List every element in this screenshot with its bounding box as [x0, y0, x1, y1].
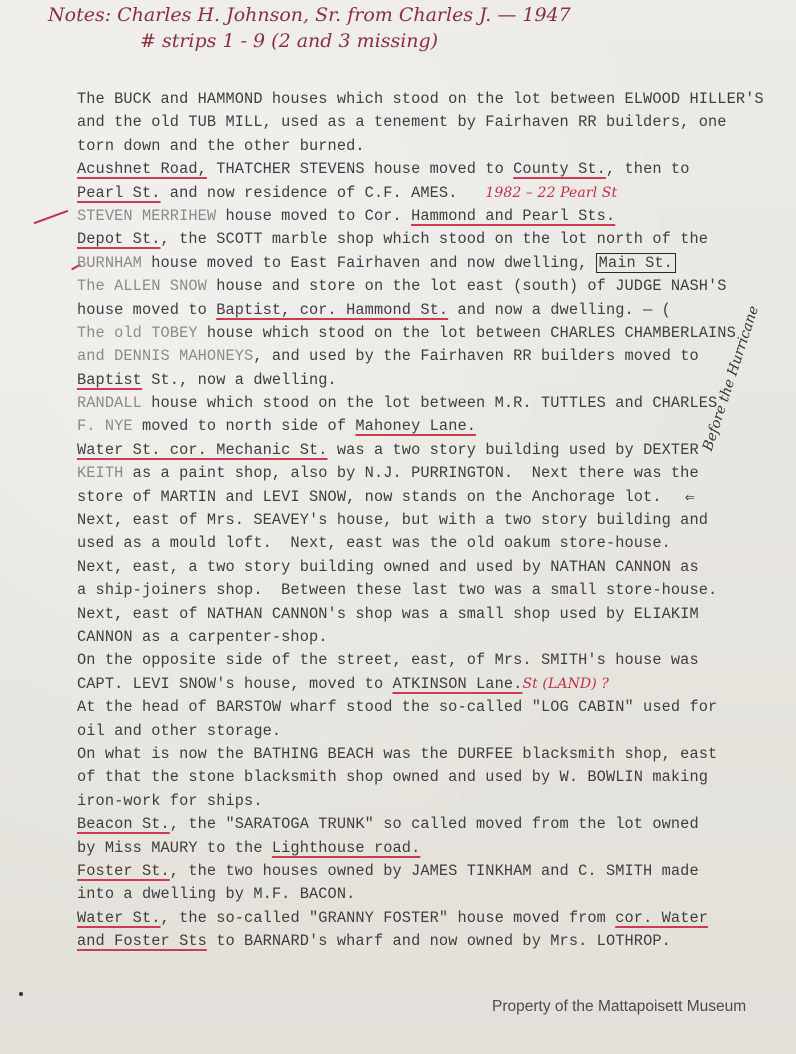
text-segment: was a two story building used by DEXTER	[327, 440, 699, 459]
text-segment: KEITH	[77, 464, 124, 483]
museum-watermark: Property of the Mattapoisett Museum	[492, 998, 747, 1015]
text-line	[77, 860, 792, 883]
text-line	[77, 88, 792, 111]
text-segment: CANNON as a carpenter-shop.	[77, 627, 328, 646]
text-segment: and now residence of C.F. AMES.	[160, 183, 458, 202]
text-segment: , and used by the Fairhaven RR builders moved to	[253, 347, 699, 366]
text-segment: cor. Water	[615, 908, 709, 927]
text-segment: F. NYE	[77, 417, 133, 436]
text-segment: moved to north side of	[132, 417, 356, 436]
handwritten-note-pearl: 1982 – 22 Pearl St	[485, 184, 618, 201]
text-segment: Baptist	[77, 370, 142, 389]
text-segment: STEVEN MERRIHEW	[77, 206, 217, 225]
text-segment: RANDALL	[77, 394, 142, 413]
text-segment: Acushnet Road,	[77, 160, 207, 179]
text-line	[77, 275, 792, 298]
text-segment: , the two houses owned by JAMES TINKHAM and C. SMITH made	[169, 861, 699, 880]
text-segment: to BARNARD's wharf and now owned by Mrs. LOTHROP.	[206, 932, 671, 951]
text-line	[77, 392, 792, 415]
text-line	[77, 415, 792, 438]
text-segment: At the head of BARSTOW wharf stood the so-called "LOG CABIN" used for	[77, 698, 718, 717]
text-line	[77, 603, 792, 626]
text-segment: The BUCK and HAMMOND houses which stood on the lot between ELWOOD HILLER'S	[77, 90, 764, 108]
text-segment: Baptist, cor. Hammond St.	[216, 300, 449, 319]
text-segment: and the old TUB MILL, used as a tenement by Fairhaven RR builders, one	[77, 113, 727, 132]
text-segment: Water St.	[77, 908, 161, 927]
text-segment: Beacon St.	[77, 815, 170, 834]
text-segment: and Foster Sts	[77, 932, 207, 951]
text-segment: and DENNIS MAHONEYS	[77, 347, 254, 366]
text-segment: house moved to East Fairhaven and now dwelling,	[141, 253, 597, 272]
text-segment: THATCHER STEVENS house moved to	[206, 160, 514, 179]
typed-text-body	[77, 88, 792, 953]
text-segment: , then to	[605, 160, 690, 179]
text-segment: Mahoney Lane.	[355, 417, 477, 436]
text-segment: house moved to	[77, 300, 217, 319]
text-line	[77, 369, 792, 392]
text-segment: ATKINSON Lane.	[392, 674, 523, 693]
text-line	[77, 228, 792, 251]
text-segment: BURNHAM	[77, 253, 142, 272]
text-segment: into a dwelling by M.F. BACON.	[77, 885, 356, 904]
text-line	[77, 205, 792, 228]
text-line	[77, 883, 792, 906]
text-line	[77, 720, 792, 743]
text-segment: store of MARTIN and LEVI SNOW, now stands on the Anchorage lot.	[77, 487, 662, 506]
text-segment: and now a dwelling. — (	[448, 300, 671, 319]
text-segment: a ship-joiners shop. Between these last two was a small store-house.	[77, 581, 718, 600]
text-line	[77, 673, 792, 696]
text-segment: torn down and the other burned.	[77, 136, 365, 155]
text-segment: Next, east of NATHAN CANNON's shop was a small shop used by ELIAKIM	[77, 604, 699, 623]
text-segment: The ALLEN SNOW	[77, 277, 207, 296]
text-line	[77, 743, 792, 766]
text-line	[77, 766, 792, 789]
text-line	[77, 509, 792, 532]
handwritten-header-line1: Notes: Charles H. Johnson, Sr. from Charles J. — 1947	[48, 4, 571, 26]
text-line	[77, 345, 792, 368]
text-segment: Foster St.	[77, 861, 170, 880]
text-line	[77, 182, 792, 205]
text-line	[77, 579, 792, 602]
text-segment: , the SCOTT marble shop which stood on the lot north of the	[160, 230, 709, 249]
text-line	[77, 556, 792, 579]
text-line	[77, 837, 792, 860]
text-segment: by Miss MAURY to the	[77, 838, 272, 857]
text-segment: of that the stone blacksmith shop owned and used by W. BOWLIN making	[77, 768, 709, 787]
text-segment: Water St. cor. Mechanic St.	[77, 440, 328, 459]
margin-pen-mark	[34, 210, 69, 224]
text-line	[77, 439, 792, 462]
text-segment: CAPT. LEVI SNOW's house, moved to	[77, 674, 393, 693]
text-segment: used as a mould loft. Next, east was the old oakum store-house.	[77, 534, 671, 553]
handwritten-arrow: ⇐	[685, 489, 695, 507]
text-segment: On the opposite side of the street, east, of Mrs. SMITH's house was	[77, 651, 699, 670]
text-segment: , the "SARATOGA TRUNK" so called moved from the lot owned	[169, 815, 699, 834]
text-segment: County St.	[513, 160, 606, 179]
text-line	[77, 790, 792, 813]
text-line	[77, 135, 792, 158]
text-segment: Next, east, a two story building owned and used by NATHAN CANNON as	[77, 557, 699, 576]
text-segment: house which stood on the lot between M.R. TUTTLES and CHARLES	[141, 394, 718, 413]
boxed-main-st: Main St.	[598, 253, 673, 272]
text-line	[77, 696, 792, 719]
text-segment: house which stood on the lot between CHARLES CHAMBERLAINS	[197, 323, 736, 342]
text-line	[77, 322, 792, 345]
text-segment: house and store on the lot east (south) of JUDGE NASH'S	[206, 277, 727, 296]
handwritten-note-atkinson: St (LAND) ?	[522, 675, 609, 692]
handwritten-note-hurricane: Before the Hurricane	[700, 303, 763, 453]
text-segment: Lighthouse road.	[271, 838, 421, 857]
text-line	[77, 813, 792, 836]
text-segment: iron-work for ships.	[77, 791, 263, 810]
text-line	[77, 158, 792, 181]
text-line	[77, 299, 792, 322]
text-segment: , the so-called "GRANNY FOSTER" house moved from	[160, 908, 616, 927]
text-segment: oil and other storage.	[77, 721, 282, 740]
text-line	[77, 111, 792, 134]
handwritten-header-line2: # strips 1 - 9 (2 and 3 missing)	[140, 30, 439, 52]
text-segment: On what is now the BATHING BEACH was the DURFEE blacksmith shop, east	[77, 744, 718, 763]
text-segment: Next, east of Mrs. SEAVEY's house, but with a two story building and	[77, 511, 709, 530]
page-speck	[19, 992, 23, 996]
text-segment: house moved to Cor.	[216, 206, 412, 225]
text-segment: The old TOBEY	[77, 323, 198, 342]
text-line	[77, 907, 792, 930]
text-line	[77, 649, 792, 672]
text-line	[77, 930, 792, 953]
text-segment: Depot St.	[77, 230, 161, 249]
text-line	[77, 532, 792, 555]
text-segment: St., now a dwelling.	[141, 370, 337, 389]
text-line	[77, 626, 792, 649]
text-segment: as a paint shop, also by N.J. PURRINGTON. Next there was the	[123, 464, 699, 483]
text-line	[77, 462, 792, 485]
text-segment: Pearl St.	[77, 183, 161, 202]
text-segment: Hammond and Pearl Sts.	[411, 206, 616, 225]
text-line	[77, 252, 792, 275]
